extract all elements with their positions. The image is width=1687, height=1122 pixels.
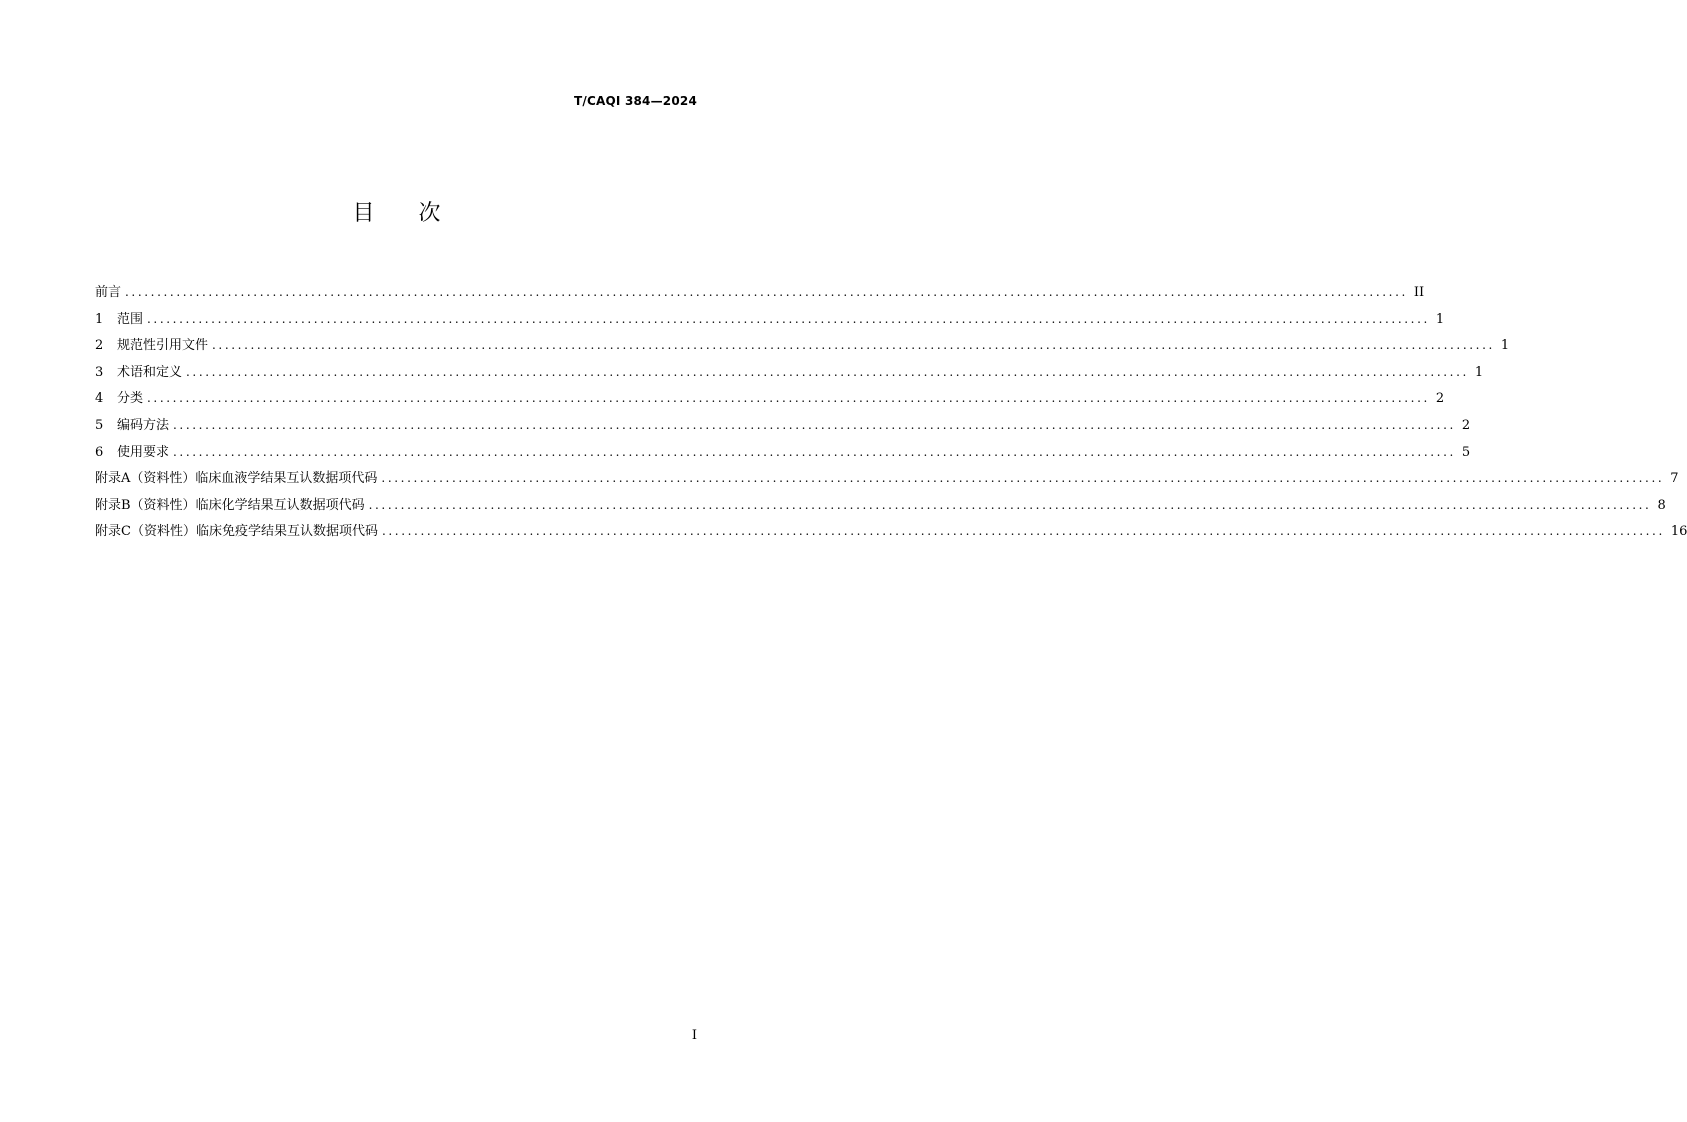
toc-entry-page: 8 [1657, 497, 1666, 513]
toc-entry-page: 7 [1670, 471, 1679, 487]
toc-entry-number: 1 [95, 311, 104, 327]
toc-entry-label: 范围 [117, 311, 144, 327]
toc-entry-appendix-c[interactable] [95, 522, 1687, 549]
toc-entry-label: 分类 [117, 391, 144, 407]
toc-entry-number: 3 [95, 364, 104, 380]
toc-entry-sublabel: 临床血液学结果互认数据项代码 [195, 471, 378, 487]
toc-leader-dots: ........................................................................................................................................................................................................ [173, 417, 1456, 432]
toc-entry-terms-definitions[interactable] [95, 363, 1484, 390]
toc-entry-label: 附录A（资料性） [95, 471, 196, 487]
toc-entry-coding-method[interactable] [95, 416, 1471, 443]
toc-entry-page: 5 [1461, 444, 1471, 460]
toc-leader-dots: ........................................................................................................................................................................................................ [381, 524, 1665, 539]
toc-leader-dots: ........................................................................................................................................................................................................ [212, 338, 1495, 353]
toc-entry-label: 编码方法 [117, 417, 170, 433]
toc-entry-label: 附录B（资料性） [95, 497, 196, 513]
toc-entry-page: 16 [1670, 524, 1687, 540]
toc-leader-dots: ........................................................................................................................................................................................................ [173, 444, 1456, 459]
toc-entry-number: 6 [95, 444, 104, 460]
toc-entry-usage-requirements[interactable] [95, 443, 1471, 470]
table-of-contents [95, 283, 1687, 549]
toc-entry-label: 前言 [95, 285, 122, 300]
toc-entry-number: 4 [95, 391, 104, 407]
toc-leader-dots: ........................................................................................................................................................................................................ [125, 285, 1408, 299]
toc-entry-label: 术语和定义 [117, 364, 183, 380]
toc-entry-number: 2 [95, 338, 104, 354]
toc-entry-page: 2 [1435, 391, 1445, 407]
toc-entry-normative-references[interactable] [95, 336, 1510, 363]
toc-leader-dots: ........................................................................................................................................................................................................ [147, 311, 1430, 326]
toc-entry-appendix-a[interactable] [95, 469, 1679, 496]
toc-entry-scope[interactable] [95, 310, 1445, 337]
toc-entry-page: 1 [1435, 311, 1445, 327]
page-number: I [691, 1028, 697, 1043]
toc-leader-dots: ........................................................................................................................................................................................................ [147, 391, 1430, 406]
toc-leader-dots: ........................................................................................................................................................................................................ [186, 364, 1469, 379]
document-code: T/CAQI 384—2024 [574, 94, 697, 108]
toc-entry-sublabel: 临床免疫学结果互认数据项代码 [195, 524, 378, 540]
toc-entry-label: 规范性引用文件 [117, 338, 209, 354]
toc-leader-dots: ........................................................................................................................................................................................................ [368, 497, 1652, 512]
toc-entry-label: 使用要求 [117, 444, 170, 460]
page-title: 目次 [352, 201, 485, 226]
toc-entry-sublabel: 临床化学结果互认数据项代码 [195, 497, 365, 513]
toc-entry-classification[interactable] [95, 389, 1445, 416]
toc-entry-page: II [1413, 285, 1425, 300]
toc-leader-dots: ........................................................................................................................................................................................................ [381, 471, 1665, 486]
toc-entry-foreword[interactable] [95, 283, 1425, 310]
toc-entry-number: 5 [95, 417, 104, 433]
toc-entry-page: 1 [1474, 364, 1484, 380]
toc-entry-label: 附录C（资料性） [95, 524, 196, 540]
toc-entry-page: 2 [1461, 417, 1471, 433]
toc-entry-page: 1 [1500, 338, 1510, 354]
toc-entry-appendix-b[interactable] [95, 496, 1666, 523]
